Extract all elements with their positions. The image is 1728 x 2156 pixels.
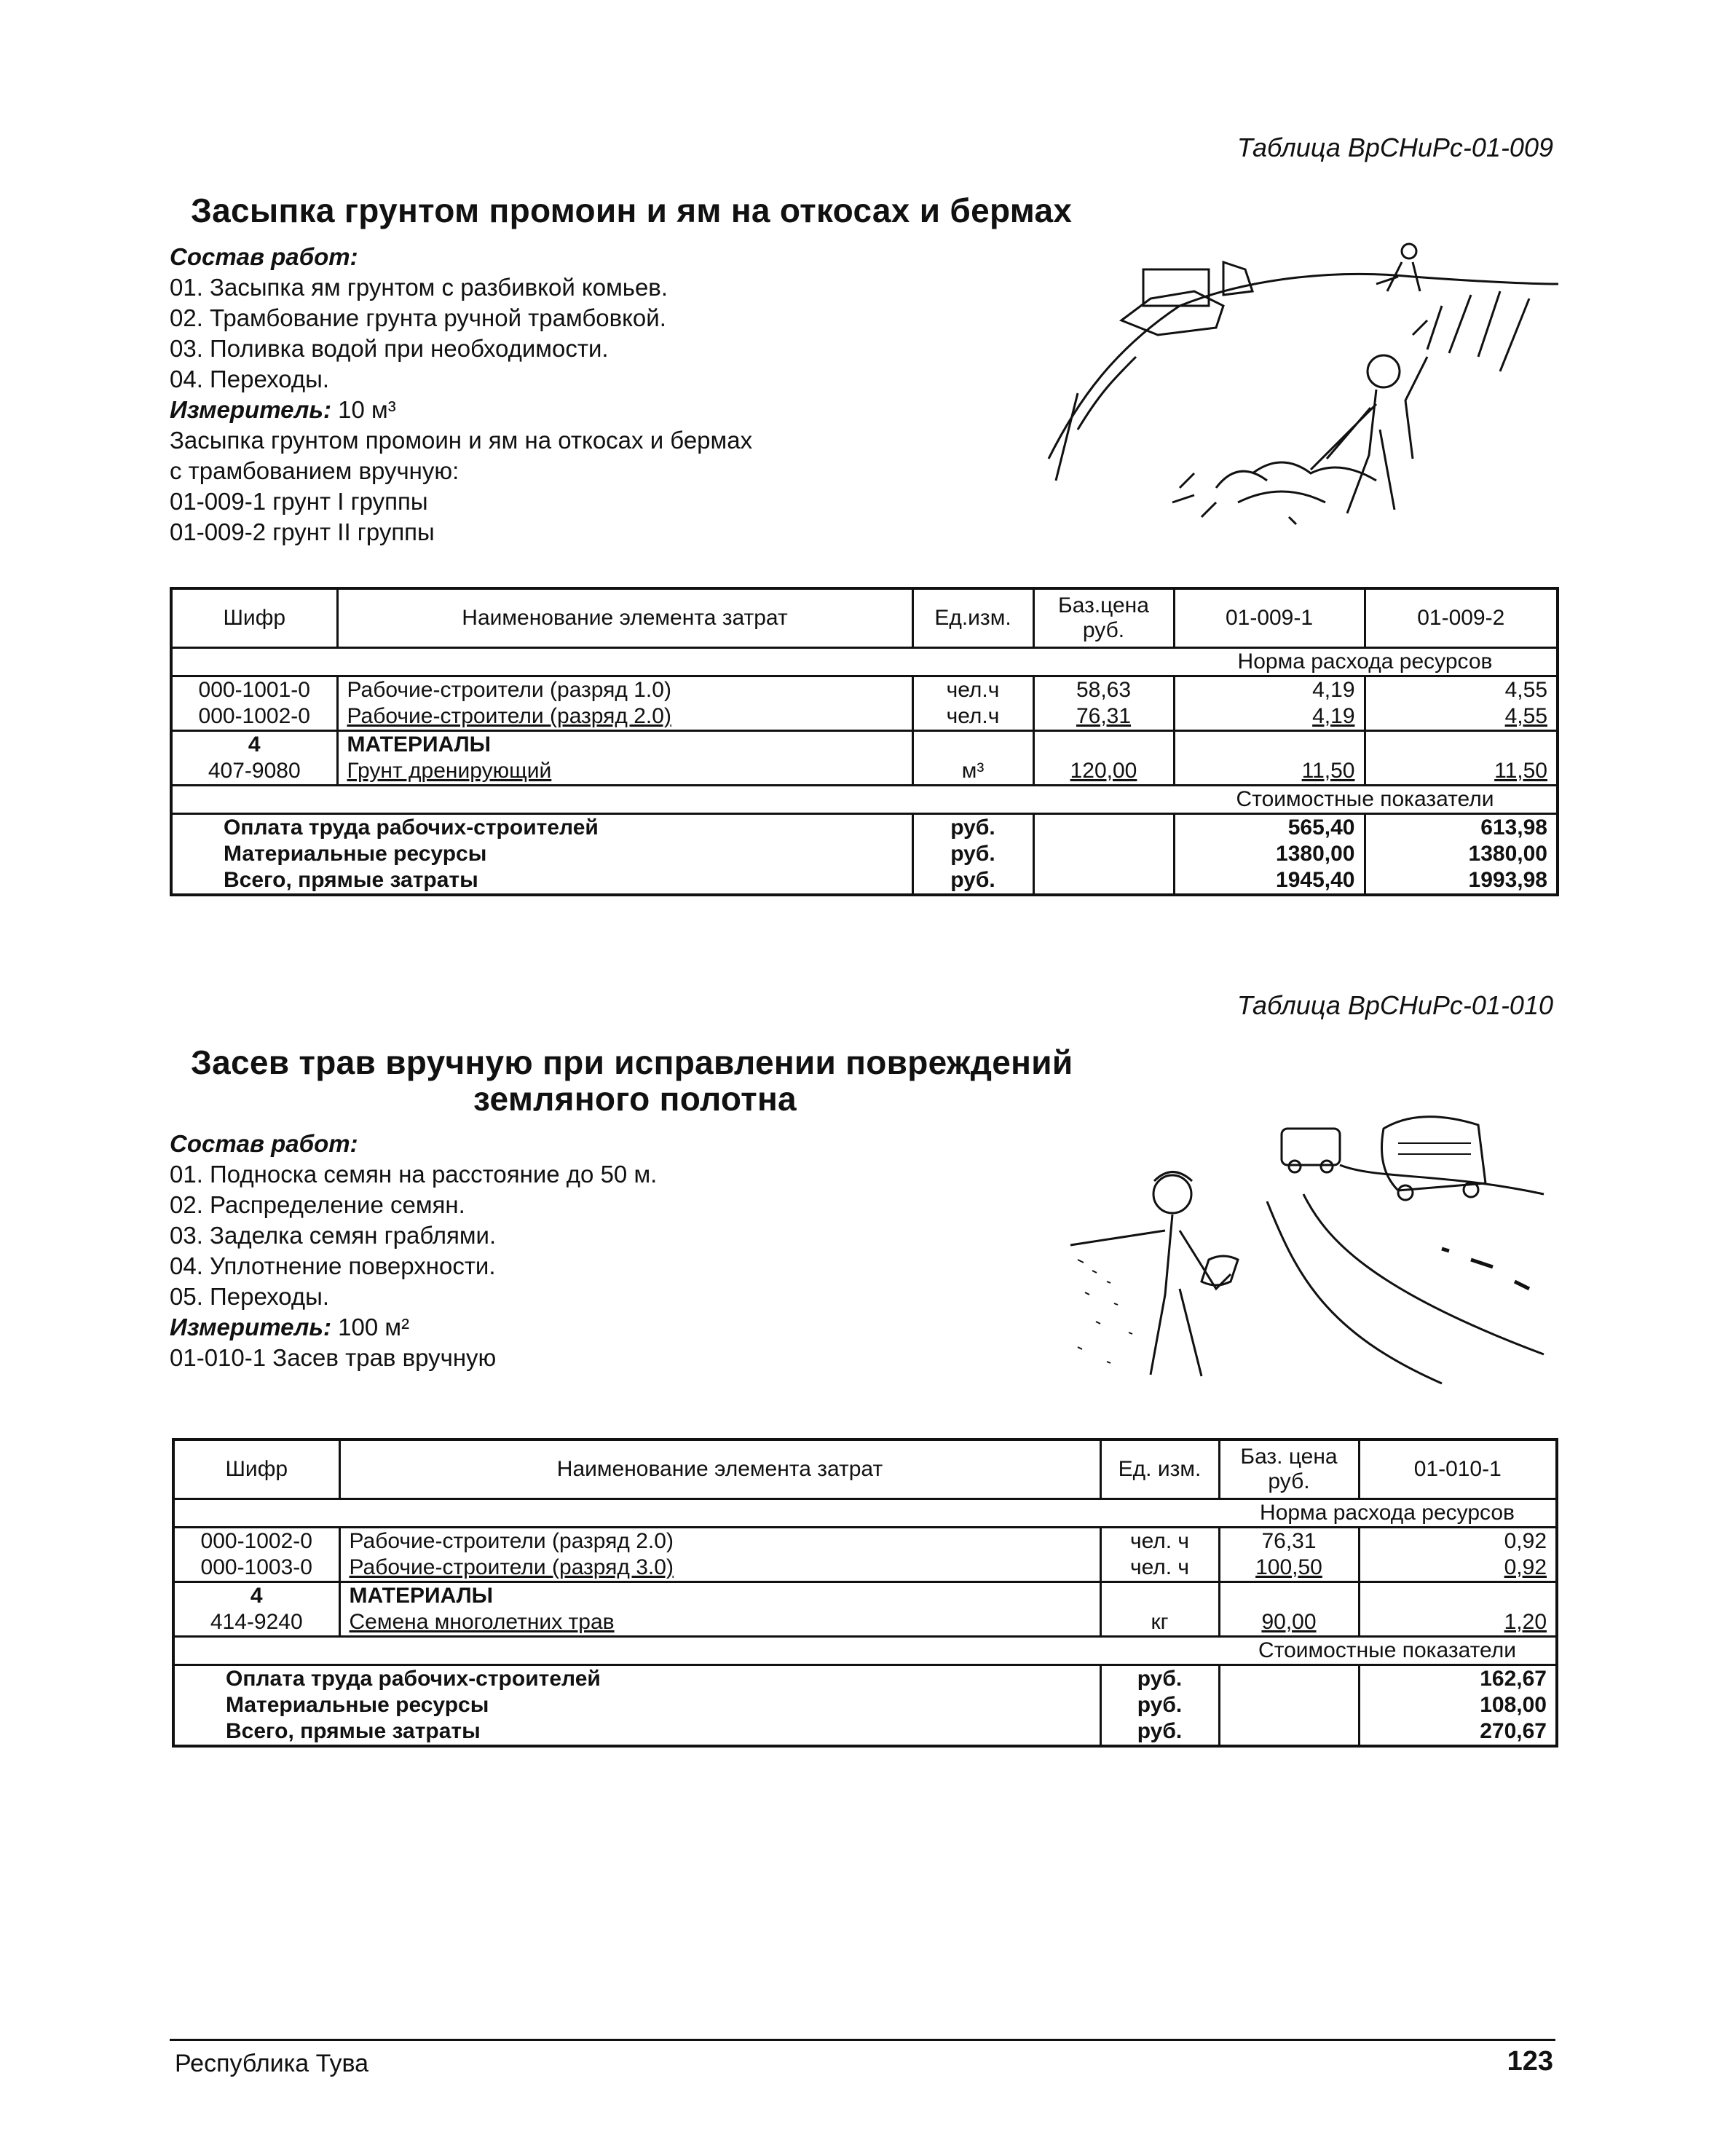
description-line: с трамбованием вручную: [170, 457, 459, 484]
total-row [171, 814, 1558, 842]
name-cell: Рабочие-строители (разряд 2.0) [337, 703, 912, 731]
work-step: 01. Подноска семян на расстояние до 50 м. [170, 1161, 658, 1188]
header-cell: Баз.цена руб. [1033, 588, 1174, 648]
value-cell: 1380,00 [1174, 841, 1365, 867]
unit-cell: руб. [912, 841, 1033, 867]
total-name: Оплата труда рабочих-строителей [171, 814, 912, 842]
cost-section-row [171, 786, 1558, 814]
name-cell: Рабочие-строители (разряд 2.0) [339, 1528, 1100, 1555]
cost-table [172, 1438, 1558, 1748]
unit-cell: руб. [1100, 1692, 1219, 1718]
name-cell: Рабочие-строители (разряд 1.0) [337, 676, 912, 704]
value-cell: 108,00 [1480, 1693, 1547, 1717]
value-cell: 613,98 [1480, 816, 1547, 840]
work-step: 01. Засыпка ям грунтом с разбивкой комьев. [170, 274, 668, 301]
unit-cell: руб. [912, 867, 1033, 895]
measure-value: 100 м² [331, 1314, 410, 1340]
name-cell: Семена многолетних трав [339, 1609, 1100, 1637]
total-name: Материальные ресурсы [171, 841, 912, 867]
work-composition [170, 242, 752, 548]
table-row [171, 703, 1558, 731]
work-step: 03. Заделка семян граблями. [170, 1222, 497, 1249]
total-name: Всего, прямые затраты [173, 1718, 1100, 1746]
description-line: 01-009-2 грунт II группы [170, 518, 435, 545]
composition-heading: Состав работ: [170, 243, 358, 270]
price-cell: 120,00 [1033, 758, 1174, 786]
unit-cell: м³ [912, 758, 1033, 786]
value-cell: 1,20 [1504, 1610, 1547, 1634]
description-line: Засыпка грунтом промоин и ям на откосах и бермах [170, 427, 753, 454]
code-cell: 000-1001-0 [171, 676, 337, 704]
unit-cell: руб. [1100, 1718, 1219, 1746]
price-cell: 76,31 [1219, 1528, 1359, 1555]
code-cell: 407-9080 [171, 758, 337, 786]
cost-label: Стоимостные показатели [1174, 786, 1558, 814]
total-row [171, 841, 1558, 867]
value-cell: 162,67 [1480, 1667, 1547, 1691]
work-step: 04. Переходы. [170, 366, 329, 392]
unit-cell: чел. ч [1100, 1528, 1219, 1555]
group-name: МАТЕРИАЛЫ [339, 1582, 1100, 1610]
value-cell: 270,67 [1480, 1719, 1547, 1743]
code-cell: 000-1002-0 [171, 703, 337, 731]
value-cell: 11,50 [1494, 759, 1547, 783]
table-reference: Таблица ВрСНиРс-01-010 [1236, 990, 1553, 1020]
price-cell: 90,00 [1219, 1609, 1359, 1637]
code-cell: 414-9240 [173, 1609, 339, 1637]
work-step: 03. Поливка водой при необходимости. [170, 335, 609, 362]
measure-label: Измеритель: [170, 1314, 331, 1340]
table-header-row [171, 588, 1558, 648]
value-cell: 1380,00 [1468, 842, 1547, 866]
workers-slope-illustration [1034, 211, 1573, 561]
footer-region: Республика Тува [175, 2050, 369, 2077]
header-cell: Шифр [171, 588, 337, 648]
work-step: 05. Переходы. [170, 1283, 329, 1310]
page-number: 123 [1507, 2046, 1553, 2077]
norm-label: Норма расхода ресурсов [1174, 648, 1558, 676]
norm-label: Норма расхода ресурсов [1219, 1499, 1557, 1528]
total-name: Материальные ресурсы [173, 1692, 1100, 1718]
group-row [171, 731, 1558, 759]
unit-cell: кг [1100, 1609, 1219, 1637]
description-line: 01-009-1 грунт I группы [170, 488, 428, 515]
section-title: Засев трав вручную при исправлении повреждений [191, 1043, 1073, 1081]
unit-cell: руб. [912, 814, 1033, 842]
total-row [173, 1718, 1557, 1746]
norm-section-row [173, 1499, 1557, 1528]
work-step: 02. Трамбование грунта ручной трамбовкой. [170, 304, 666, 331]
table-row [173, 1528, 1557, 1555]
table-reference: Таблица ВрСНиРс-01-009 [1236, 133, 1553, 162]
measure-line [170, 395, 752, 425]
measure-label: Измеритель: [170, 396, 331, 423]
name-cell: Рабочие-строители (разряд 3.0) [339, 1555, 1100, 1582]
value-cell: 0,92 [1504, 1555, 1547, 1579]
cost-label: Стоимостные показатели [1219, 1637, 1557, 1665]
unit-cell: руб. [1100, 1665, 1219, 1693]
group-code: 4 [173, 1582, 339, 1610]
measure-value: 10 м³ [331, 396, 396, 423]
value-cell: 1945,40 [1174, 867, 1365, 895]
group-name: МАТЕРИАЛЫ [337, 731, 912, 759]
table-row [171, 676, 1558, 704]
header-cell: 01-010-1 [1359, 1440, 1557, 1499]
cost-section-row [173, 1637, 1557, 1665]
table-row [171, 758, 1558, 786]
header-cell: Наименование элемента затрат [337, 588, 912, 648]
price-cell: 58,63 [1033, 676, 1174, 704]
total-row [173, 1665, 1557, 1693]
work-step: 02. Распределение семян. [170, 1191, 465, 1218]
group-row [173, 1582, 1557, 1610]
seed-sowing-illustration [1063, 1114, 1558, 1391]
work-composition [170, 1129, 657, 1373]
table-header-row [173, 1440, 1557, 1499]
description-line: 01-010-1 Засев трав вручную [170, 1344, 497, 1371]
unit-cell: чел.ч [912, 703, 1033, 731]
composition-heading: Состав работ: [170, 1130, 358, 1157]
header-cell: Ед.изм. [912, 588, 1033, 648]
value-cell: 4,19 [1174, 676, 1365, 704]
value-cell: 11,50 [1174, 758, 1365, 786]
value-cell: 4,19 [1174, 703, 1365, 731]
group-code: 4 [171, 731, 337, 759]
section-title: Засыпка грунтом промоин и ям на откосах и бермах [191, 191, 1073, 229]
total-name: Всего, прямые затраты [171, 867, 912, 895]
table-row [173, 1555, 1557, 1582]
header-cell: Баз. цена руб. [1219, 1440, 1359, 1499]
total-row [171, 867, 1558, 895]
value-cell: 4,55 [1504, 704, 1547, 728]
value-cell: 0,92 [1504, 1529, 1547, 1553]
cost-table [170, 587, 1559, 896]
value-cell: 4,55 [1504, 678, 1547, 702]
code-cell: 000-1003-0 [173, 1555, 339, 1582]
unit-cell: чел.ч [912, 676, 1033, 704]
header-cell: Наименование элемента затрат [339, 1440, 1100, 1499]
section-title-line2: земляного полотна [473, 1080, 797, 1118]
table-row [173, 1609, 1557, 1637]
price-cell: 76,31 [1033, 703, 1174, 731]
work-step: 04. Уплотнение поверхности. [170, 1252, 496, 1279]
footer-divider [170, 2039, 1555, 2041]
header-cell: 01-009-2 [1365, 588, 1558, 648]
norm-section-row [171, 648, 1558, 676]
header-cell: Шифр [173, 1440, 339, 1499]
header-cell: Ед. изм. [1100, 1440, 1219, 1499]
name-cell: Грунт дренирующий [337, 758, 912, 786]
code-cell: 000-1002-0 [173, 1528, 339, 1555]
total-row [173, 1692, 1557, 1718]
total-name: Оплата труда рабочих-строителей [173, 1665, 1100, 1693]
measure-line [170, 1312, 657, 1343]
unit-cell: чел. ч [1100, 1555, 1219, 1582]
value-cell: 565,40 [1174, 814, 1365, 842]
price-cell: 100,50 [1219, 1555, 1359, 1582]
value-cell: 1993,98 [1468, 868, 1547, 892]
header-cell: 01-009-1 [1174, 588, 1365, 648]
